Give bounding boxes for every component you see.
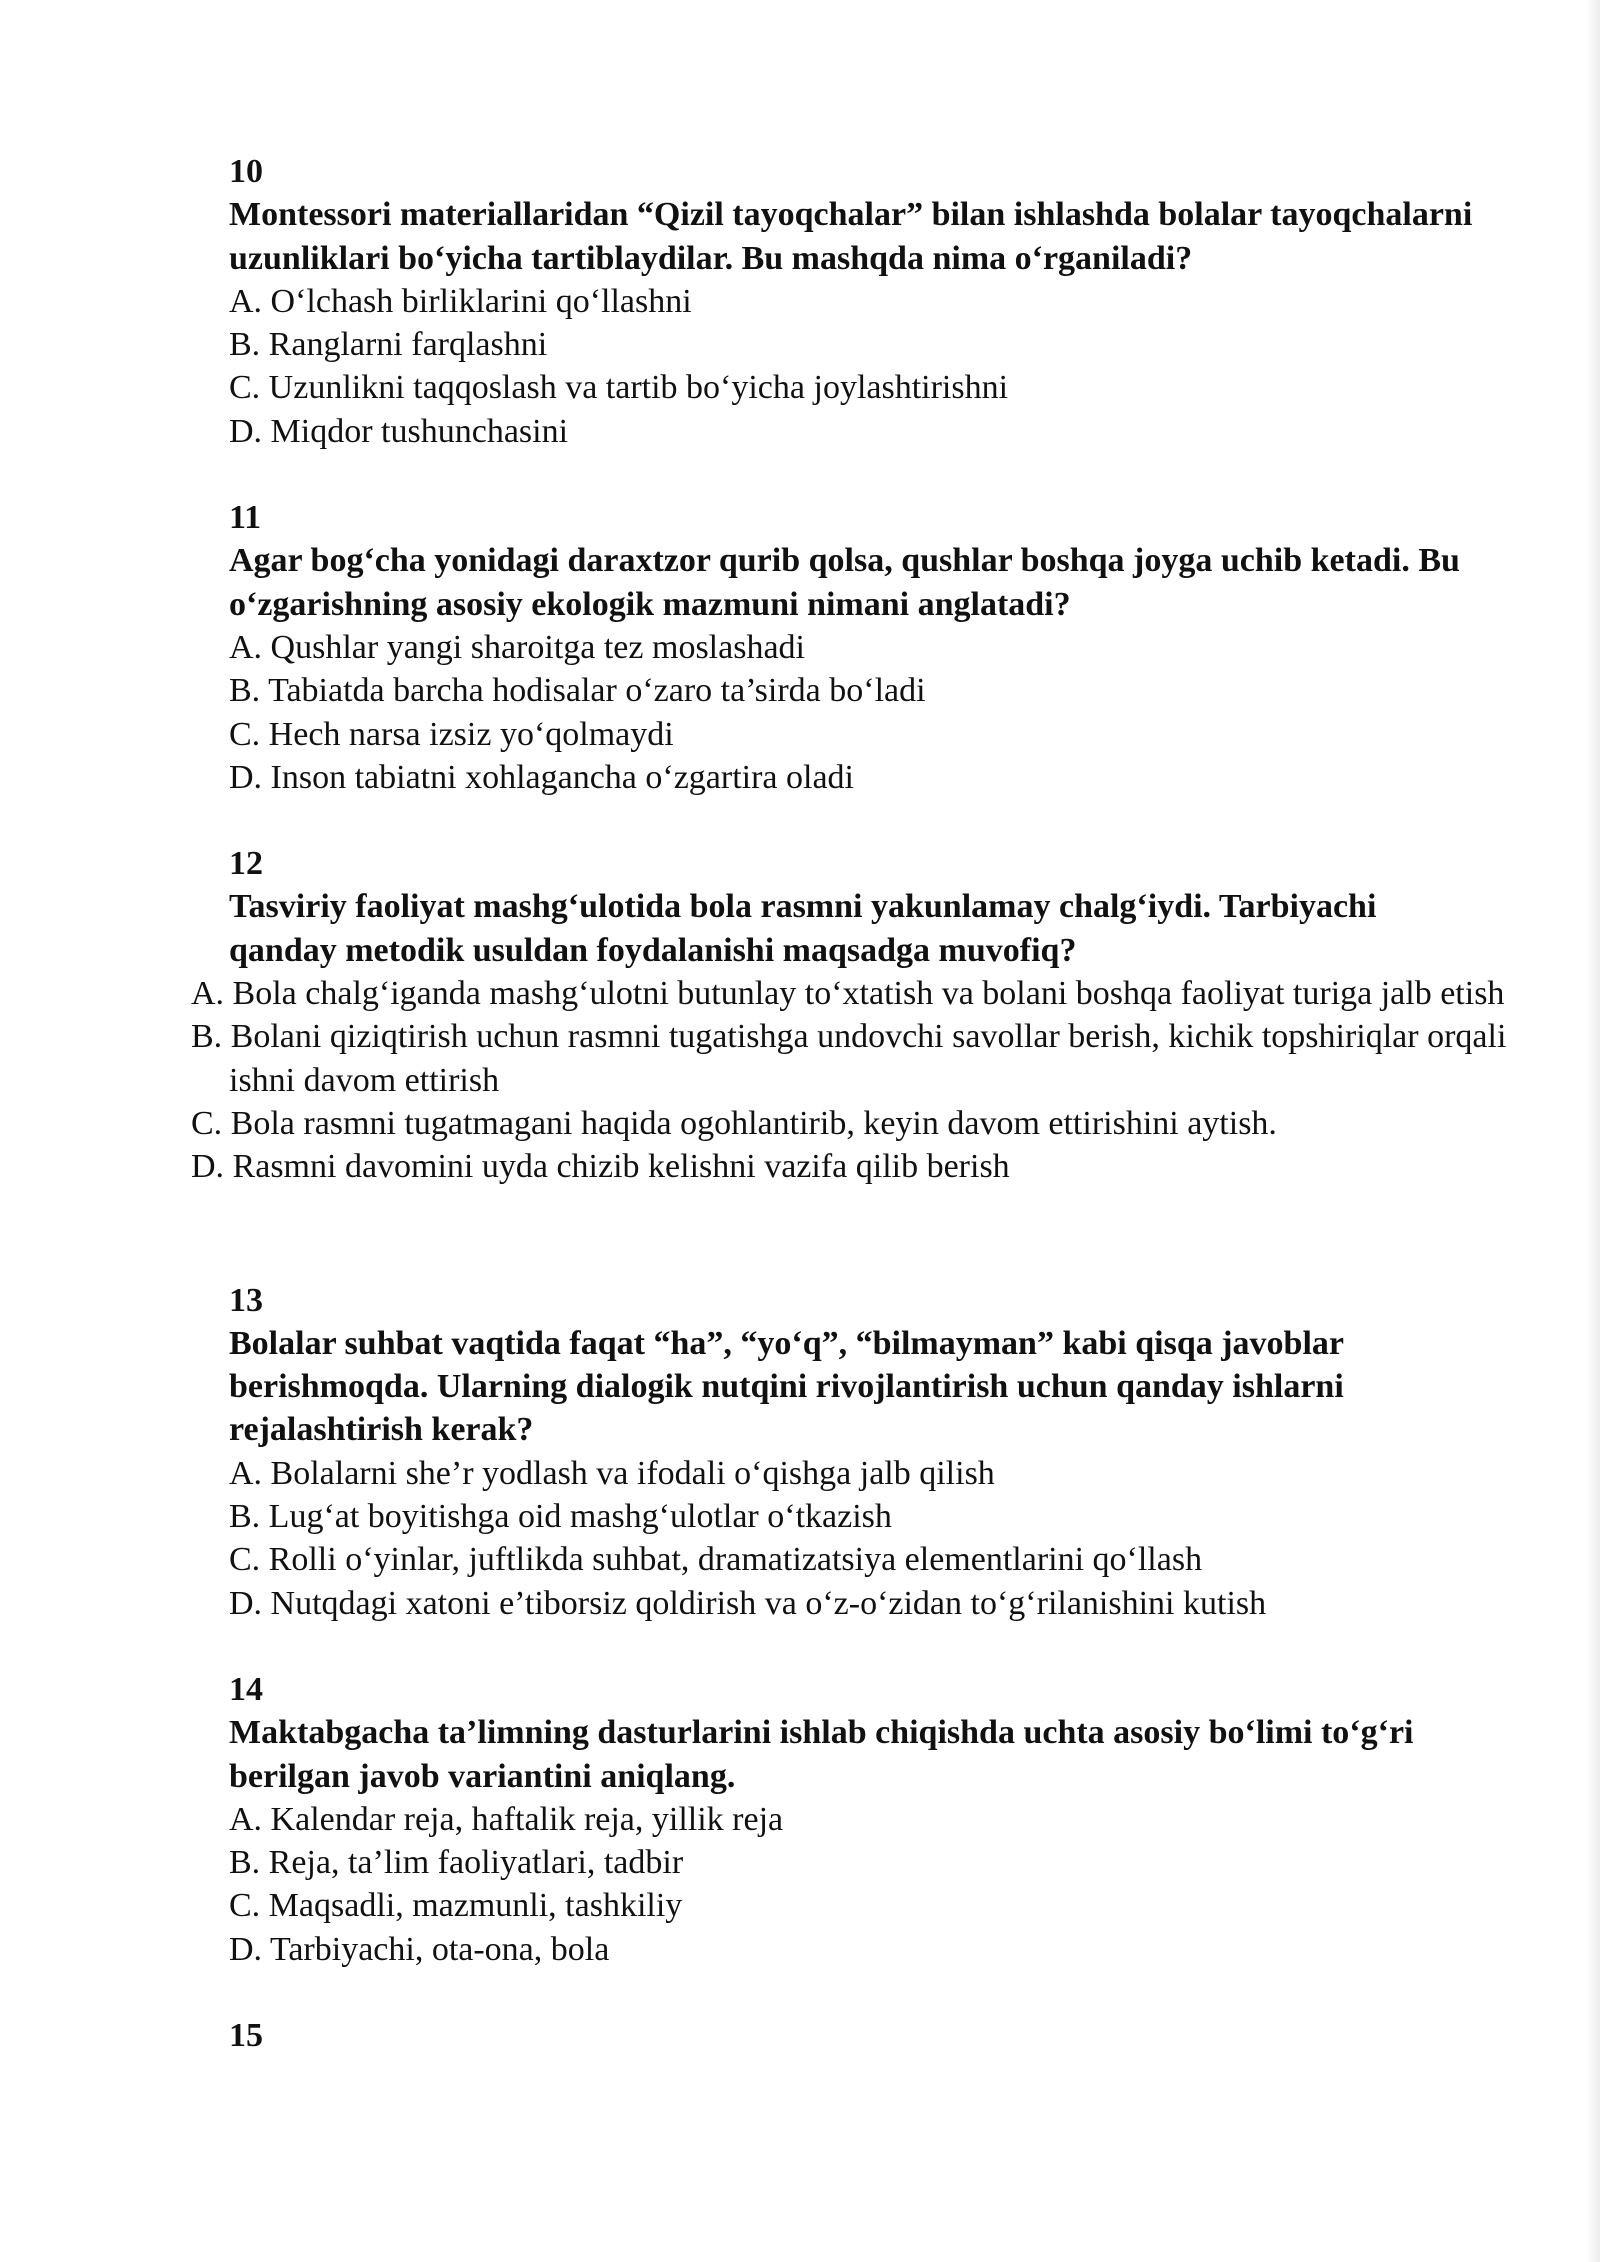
option-a: A. O‘lchash birliklarini qo‘llashni xyxy=(229,282,692,320)
option-a: A. Bola chalg‘iganda mashg‘ulotni butunlay to‘xtatish va bolani boshqa faoliyat turiga jalb etish xyxy=(191,975,1505,1013)
question-text: Montessori materiallaridan “Qizil tayoqchalar” bilan ishlashda bolalar tayoqchalarni uzunliklari bo‘yicha tartiblaydilar. Bu mashqda nima o‘rganiladi? xyxy=(229,196,1473,277)
question-11 xyxy=(229,496,1479,799)
question-number: 14 xyxy=(229,1670,263,1708)
option-b: B. Tabiatda barcha hodisalar o‘zaro ta’sirda bo‘ladi xyxy=(229,672,926,710)
question-13 xyxy=(229,1279,1479,1625)
question-text: Tasviriy faoliyat mashg‘ulotida bola rasmni yakunlamay chalg‘iydi. Tarbiyachi qanday metodik usuldan foydalanishi maqsadga muvofiq? xyxy=(229,888,1377,969)
option-a: A. Kalendar reja, haftalik reja, yillik reja xyxy=(229,1800,784,1838)
option-c: C. Uzunlikni taqqoslash va tartib bo‘yicha joylashtirishni xyxy=(229,369,1009,407)
page-content xyxy=(191,150,1507,2100)
option-b: B. Bolani qiziqtirish uchun rasmni tugatishga undovchi savollar berish, kichik topshiriqlar orqali ishni davom ettirish xyxy=(191,1018,1507,1099)
option-d: D. Nutqdagi xatoni e’tiborsiz qoldirish va o‘z-o‘zidan to‘g‘rilanishini kutish xyxy=(229,1584,1267,1622)
option-c: C. Bola rasmni tugatmagani haqida ogohlantirib, keyin davom ettirishini aytish. xyxy=(191,1104,1277,1142)
option-d: D. Tarbiyachi, ota-ona, bola xyxy=(229,1930,610,1968)
option-b: B. Ranglarni farqlashni xyxy=(229,326,548,364)
option-b: B. Reja, ta’lim faoliyatlari, tadbir xyxy=(229,1844,684,1882)
question-text: Maktabgacha ta’limning dasturlarini ishlab chiqishda uchta asosiy bo‘limi to‘g‘ri berilgan javob variantini aniqlang. xyxy=(229,1714,1414,1795)
option-b: B. Lug‘at boyitishga oid mashg‘ulotlar o‘tkazish xyxy=(229,1498,892,1536)
question-12 xyxy=(191,842,1507,1188)
option-d: D. Rasmni davomini uyda chizib kelishni vazifa qilib berish xyxy=(191,1148,1010,1186)
question-15 xyxy=(229,2014,1479,2057)
option-a: A. Qushlar yangi sharoitga tez moslashadi xyxy=(229,628,805,666)
question-number: 11 xyxy=(229,499,262,537)
option-d: D. Inson tabiatni xohlagancha o‘zgartira oladi xyxy=(229,758,854,796)
question-10 xyxy=(229,150,1479,453)
option-c: C. Hech narsa izsiz yo‘qolmaydi xyxy=(229,715,674,753)
option-c: C. Maqsadli, mazmunli, tashkiliy xyxy=(229,1887,683,1925)
option-a: A. Bolalarni she’r yodlash va ifodali o‘qishga jalb qilish xyxy=(229,1454,995,1492)
question-text: Agar bog‘cha yonidagi daraxtzor qurib qolsa, qushlar boshqa joyga uchib ketadi. Bu o‘zgarishning asosiy ekologik mazmuni nimani anglatadi? xyxy=(229,542,1460,623)
question-number: 12 xyxy=(229,845,263,883)
question-number: 15 xyxy=(229,2016,263,2054)
option-c: C. Rolli o‘yinlar, juftlikda suhbat, dramatizatsiya elementlarini qo‘llash xyxy=(229,1541,1203,1579)
question-text: Bolalar suhbat vaqtida faqat “ha”, “yo‘q”, “bilmayman” kabi qisqa javoblar berishmoqda. Ularning dialogik nutqini rivojlantirish uchun qanday ishlarni rejalashtirish kerak? xyxy=(229,1324,1344,1449)
question-number: 10 xyxy=(229,153,263,190)
options-list xyxy=(191,972,1507,1188)
option-d: D. Miqdor tushunchasini xyxy=(229,412,569,450)
page-edge-shadow xyxy=(1586,0,1600,2262)
question-14 xyxy=(229,1668,1479,1971)
question-number: 13 xyxy=(229,1281,263,1319)
